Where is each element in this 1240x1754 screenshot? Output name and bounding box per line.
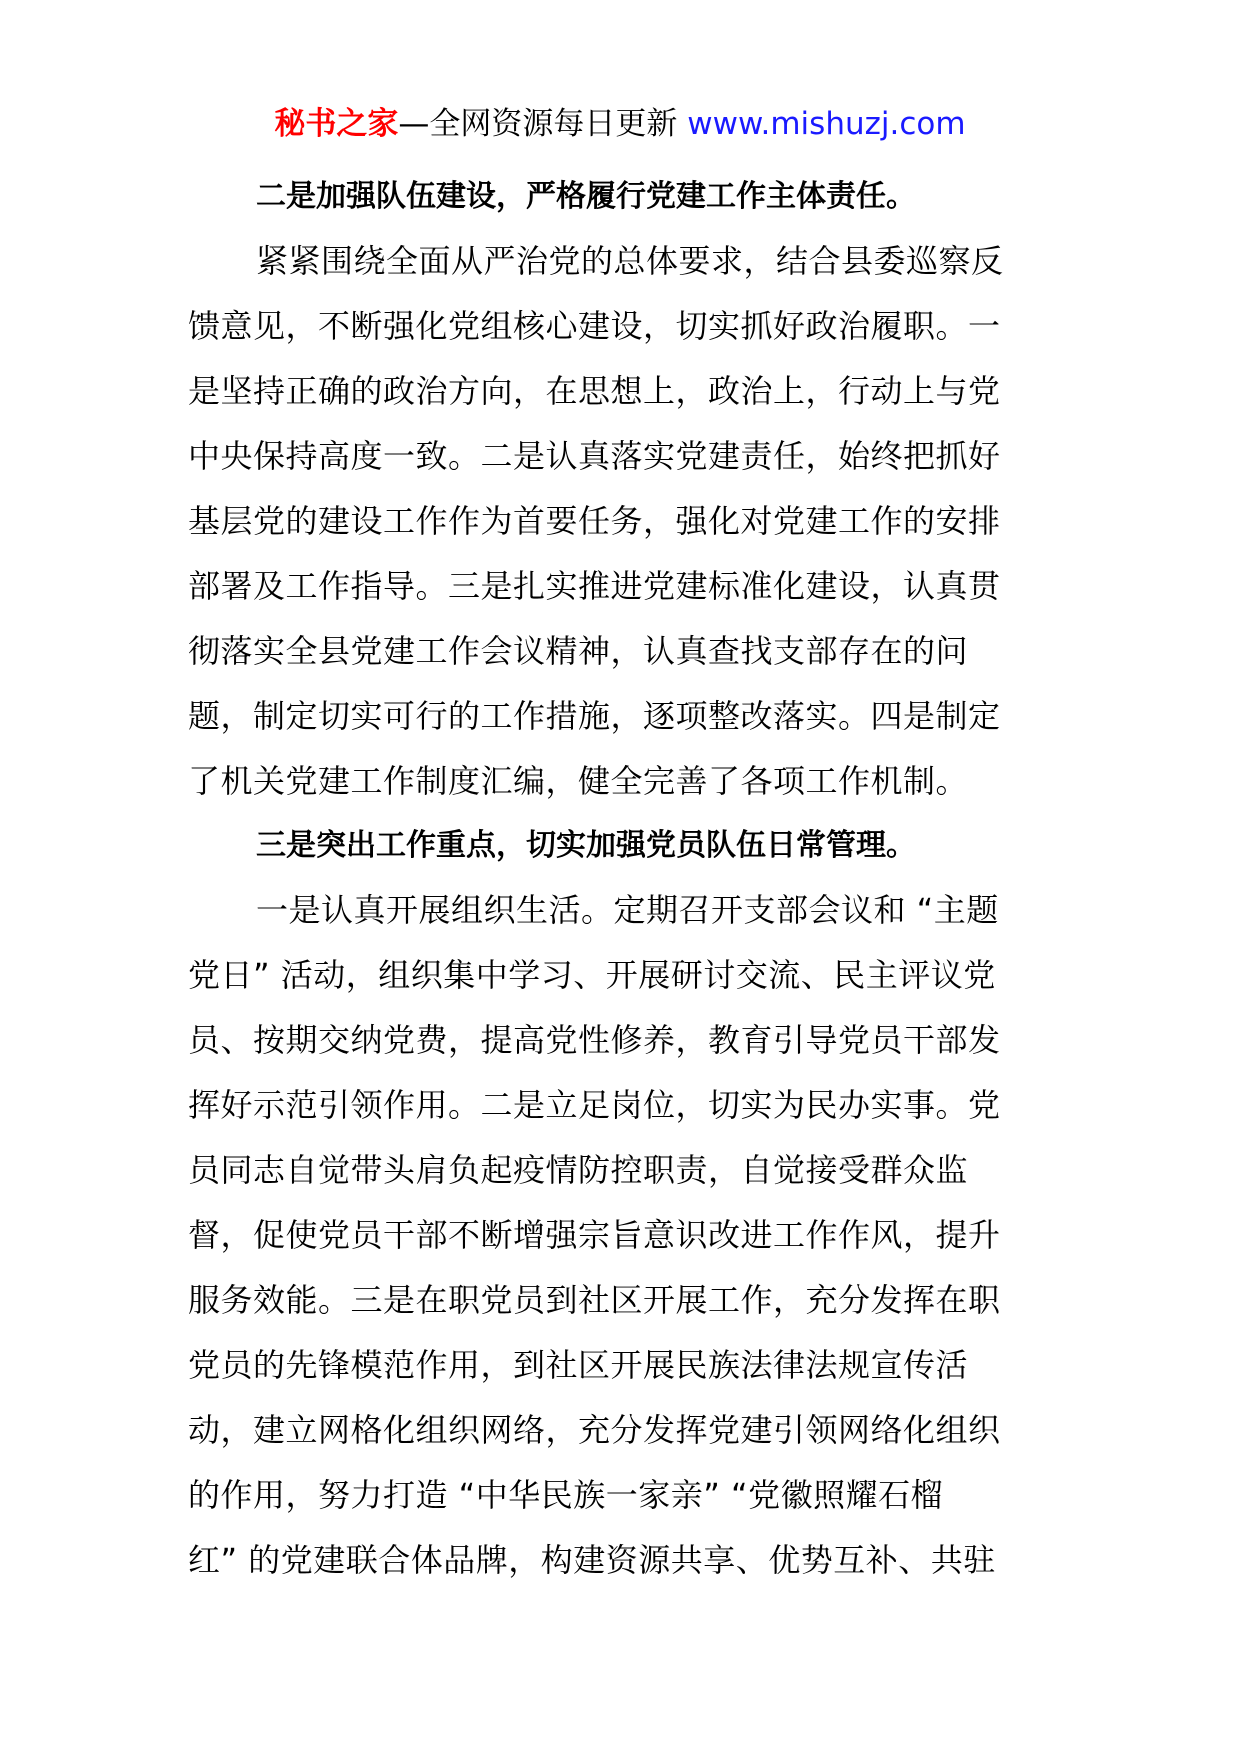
paragraph-line: 是坚持正确的政治方向，在思想上，政治上，行动上与党 <box>188 372 1001 410</box>
section-paragraph-3 <box>188 878 1068 1593</box>
paragraph-line: 彻落实全县党建工作会议精神，认真查找支部存在的问 <box>188 632 969 670</box>
section-heading-2: 二是加强队伍建设，严格履行党建工作主体责任。 <box>256 179 916 214</box>
site-brand: 秘书之家 <box>274 106 399 142</box>
paragraph-line: 一是认真开展组织生活。定期召开支部会议和 “主题 <box>256 891 999 929</box>
section-heading-3: 三是突出工作重点，切实加强党员队伍日常管理。 <box>256 828 916 863</box>
paragraph-line: 党日” 活动，组织集中学习、开展研讨交流、民主评议党 <box>188 956 996 994</box>
paragraph-line: 党员的先锋模范作用，到社区开展民族法律法规宣传活 <box>188 1346 969 1384</box>
paragraph-line: 员同志自觉带头肩负起疫情防控职责，自觉接受群众监 <box>188 1151 969 1189</box>
paragraph-line: 的作用，努力打造 “中华民族一家亲” “党徽照耀石榴 <box>188 1476 944 1514</box>
paragraph-line: 了机关党建工作制度汇编，健全完善了各项工作机制。 <box>188 762 969 800</box>
paragraph-line: 题，制定切实可行的工作措施，逐项整改落实。四是制定 <box>188 697 1001 735</box>
site-url-link[interactable]: www.mishuzj.com <box>687 106 966 142</box>
paragraph-line: 挥好示范引领作用。二是立足岗位，切实为民办实事。党 <box>188 1086 1001 1124</box>
paragraph-line: 员、按期交纳党费，提高党性修养，教育引导党员干部发 <box>188 1021 1001 1059</box>
paragraph-line: 红” 的党建联合体品牌，构建资源共享、优势互补、共驻 <box>188 1541 996 1579</box>
paragraph-line: 服务效能。三是在职党员到社区开展工作，充分发挥在职 <box>188 1281 1001 1319</box>
paragraph-line: 馈意见，不断强化党组核心建设，切实抓好政治履职。一 <box>188 307 1001 345</box>
paragraph-line: 紧紧围绕全面从严治党的总体要求，结合县委巡察反 <box>256 242 1004 280</box>
paragraph-line: 基层党的建设工作作为首要任务，强化对党建工作的安排 <box>188 502 1001 540</box>
paragraph-line: 中央保持高度一致。二是认真落实党建责任，始终把抓好 <box>188 437 1001 475</box>
site-tagline: —全网资源每日更新 <box>398 106 678 142</box>
document-body <box>188 165 1068 1593</box>
section-paragraph-2 <box>188 229 1068 814</box>
paragraph-line: 部署及工作指导。三是扎实推进党建标准化建设，认真贯 <box>188 567 1001 605</box>
paragraph-line: 督，促使党员干部不断增强宗旨意识改进工作作风，提升 <box>188 1216 1001 1254</box>
paragraph-line: 动，建立网格化组织网络，充分发挥党建引领网络化组织 <box>188 1411 1001 1449</box>
site-header <box>0 102 1240 146</box>
